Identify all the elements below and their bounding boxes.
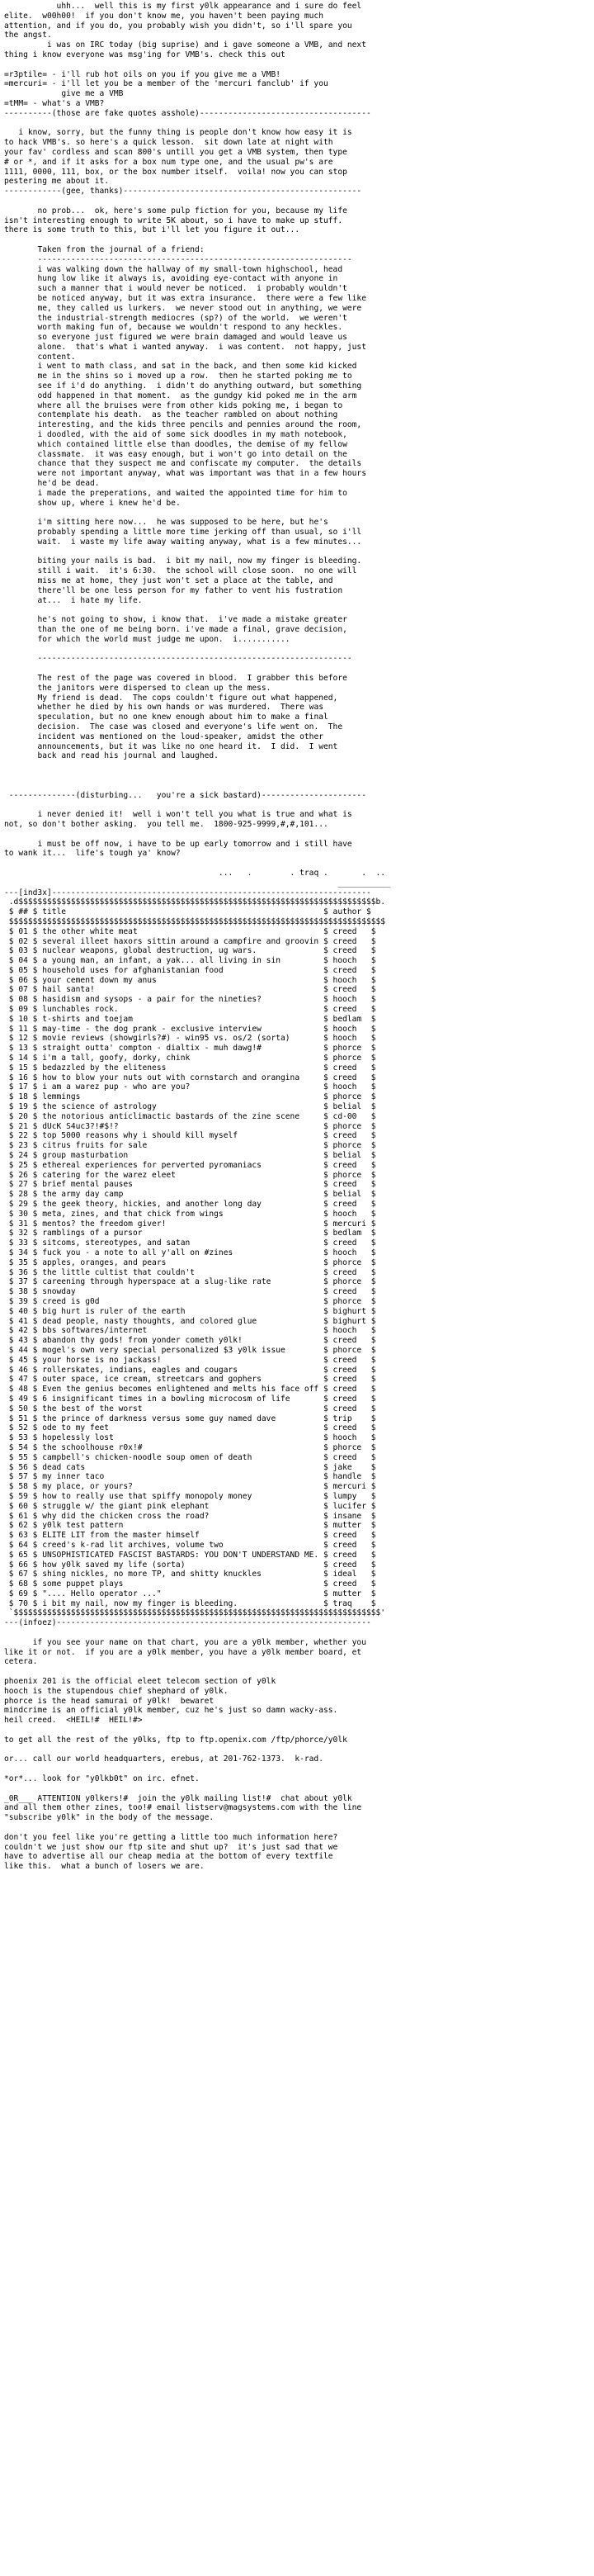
index-row: $ 10 $ t-shirts and toejam $ bedlam $ <box>4 1014 376 1024</box>
index-row: $ 51 $ the prince of darkness versus some guy named dave $ trip $ <box>4 1413 376 1423</box>
index-row: $ 01 $ the other white meat $ creed $ <box>4 926 376 936</box>
index-row: $ 57 $ my inner taco $ handle $ <box>4 1472 376 1482</box>
index-row: $ 25 $ ethereal experiences for perverted pyromaniacs $ creed $ <box>4 1160 376 1170</box>
index-row: $ 24 $ group masturbation $ belial $ <box>4 1151 376 1161</box>
index-row: $ 44 $ mogel's own very special personalized $3 y0lk issue $ phorce $ <box>4 1345 376 1355</box>
index-row: $ 41 $ dead people, nasty thoughts, and colored glue $ bighurt $ <box>4 1316 376 1326</box>
index-row: $ 56 $ dead cats $ jake $ <box>4 1462 376 1472</box>
index-row: $ 28 $ the army day camp $ belial $ <box>4 1190 376 1200</box>
index-row: $ 67 $ shing nickles, no more TP, and shitty knuckles $ ideal $ <box>4 1570 376 1579</box>
index-row: $ 19 $ the science of astrology $ belial $ <box>4 1102 376 1112</box>
index-row: $ 29 $ the geek theory, hickies, and another long day $ creed $ <box>4 1200 376 1210</box>
journal-epilogue: The rest of the page was covered in blood. I grabber this before the janitors were dispersed to clean up the mess. My friend is dead. The cops couldn't figure out what happened, whether he died by his own hands or was murdered. There was speculation, but no one knew enough about him to make a final decision. The case was closed and everyone's life went on. The incident was mentioned on the loud-speaker, amidst the other announcements, but it was like no one heard it. I did. I went back and read his journal and laughed. --------------(disturbing... you're a sick bastard)---------------------- <box>8 673 366 800</box>
index-row: $ 12 $ movie reviews (showgirls?#) - win95 vs. os/2 (sorta) $ hooch $ <box>4 1034 376 1044</box>
index-row: $ 52 $ ode to my feet $ creed $ <box>4 1423 376 1433</box>
index-row: $ 14 $ i'm a tall, goofy, dorky, chink $ phorce $ <box>4 1054 376 1063</box>
index-row: $ 45 $ your horse is no jackass! $ creed $ <box>4 1355 376 1365</box>
index-row: $ 31 $ mentos? the freedom giver! $ mercuri $ <box>4 1219 376 1229</box>
divider-gee-thanks: ------------(gee, thanks)-------------------------------------------------- <box>4 187 362 197</box>
index-row: $ 49 $ 6 insignificant times in a bowling microcosm of life $ creed $ <box>4 1394 376 1404</box>
index-row: $ 59 $ how to really use that spiffy monopoly money $ lumpy $ <box>4 1491 376 1501</box>
index-table <box>4 897 590 1618</box>
index-row: $ 18 $ lemmings $ phorce $ <box>4 1092 376 1102</box>
index-row: $ 38 $ snowday $ creed $ <box>4 1287 376 1297</box>
index-row: $ 17 $ i am a warez pup - who are you? $ hooch $ <box>4 1082 376 1092</box>
index-row: $ 61 $ why did the chicken cross the road? $ insane $ <box>4 1511 376 1521</box>
infoez-section-header: ---(infoez)------------------------------------------------------------------ <box>4 1618 371 1628</box>
index-row: $ 64 $ creed's k-rad lit archives, volume two $ creed $ <box>4 1540 376 1550</box>
index-row: $ 21 $ dUcK S4uc3?!#$!? $ phorce $ <box>4 1121 376 1131</box>
intro-section: uhh... well this is my first y0lk appearance and i sure do feel elite. w00h00! if you don't know me, you haven't been paying much attention, and if you do, you probably wish you didn't, so i'll spare you the angst. i was on IRC today (big suprise) and i gave someone a VMB, and next thing i know everyone was msg'ing for VMB's. check this out =r3ptile= - i'll rub hot oils on you if you give me a VMB! =mercuri= - i'll let you be a member of the 'mercuri fanclub' if you give me a VMB =tMM= - what's a VMB? ----------(those are fake quotes asshole)------------------------------------ <box>4 2 371 118</box>
index-row: $ 62 $ y0lk test pattern $ mutter $ <box>4 1521 376 1531</box>
index-row: $ 40 $ big hurt is ruler of the earth $ bighurt $ <box>4 1306 376 1316</box>
index-row: $ 50 $ the best of the worst $ creed $ <box>4 1404 376 1413</box>
index-row: $ 36 $ the little cultist that couldn't $ creed $ <box>4 1267 376 1277</box>
index-table-header: $ ## $ title $ author $ <box>4 907 371 917</box>
index-row: $ 37 $ careening through hyperspace at a slug-like rate $ phorce $ <box>4 1277 376 1287</box>
index-row: $ 47 $ outer space, ice cream, streetcars and gophers $ creed $ <box>4 1375 376 1385</box>
index-row: $ 43 $ abandon thy gods! from yonder cometh y0lk! $ creed $ <box>4 1336 376 1346</box>
index-row: $ 04 $ a young man, an infant, a yak... all living in sin $ hooch $ <box>4 956 376 966</box>
index-row: $ 20 $ the notorious anticlimactic bastards of the zine scene $ cd-00 $ <box>4 1111 376 1121</box>
index-table-top-border: .d$$$$$$$$$$$$$$$$$$$$$$$$$$$$$$$$$$$$$$$$$$$$$$$$$$$$$$$$$$$$$$$$$$$$$$$$$$$b. <box>4 897 386 907</box>
index-row: $ 42 $ bbs softwares/internet $ hooch $ <box>4 1326 376 1336</box>
index-row: $ 07 $ hail santa! $ creed $ <box>4 985 376 995</box>
index-row: $ 30 $ meta, zines, and that chick from wings $ hooch $ <box>4 1209 376 1219</box>
index-row: $ 32 $ ramblings of a pursor $ bedlam $ <box>4 1229 376 1238</box>
index-row: $ 15 $ bedazzled by the eliteness $ creed $ <box>4 1063 376 1073</box>
index-row: $ 16 $ how to blow your nuts out with cornstarch and orangina $ creed $ <box>4 1073 376 1082</box>
index-row: $ 05 $ household uses for afghanistanian food $ creed $ <box>4 965 376 975</box>
index-row: $ 39 $ creed is g0d $ phorce $ <box>4 1296 376 1306</box>
index-row: $ 63 $ ELITE LIT from the master himself $ creed $ <box>4 1531 376 1541</box>
index-row: $ 58 $ my place, or yours? $ mercuri $ <box>4 1482 376 1492</box>
index-row: $ 03 $ nuclear weapons, global destruction, ug wars. $ creed $ <box>4 946 376 956</box>
index-row: $ 34 $ fuck you - a note to all y'all on #zines $ hooch $ <box>4 1248 376 1257</box>
journal-excerpt: Taken from the journal of a friend: ------------------------------------------------------------------ i was walking down the hallway of my small-town highschool, head hung low like it always is, avoiding eye-contact with anyone in such a manner that i would never be noticed. i probably wouldn't be noticed anyway, but it was extra insurance. there were a few like me, they called us lurkers. we never stood out in anything, we were the industrial-strength mediocres (sp?) of the world. we weren't worth making fun of, because we wouldn't respond to any heckles. so everyone just figured we were brain damaged and would leave us alone. that's what i wanted anyway. i was content. not happy, just content. i went to math class, and sat in the back, and then some kid kicked me in the shins so i moved up a row. then he started poking me to see if i'd do anything. i didn't do anything outward, but something odd happened in that moment. as the gundgy kid poked me in the arm where all the bruises were from other kids poking me, i began to contemplate his death. as the teacher rambled on about nothing interesting, and the kids three pencils and pennies around the room, i doodled, with the aid of some sick doodles in my math notebook, which contained little else than doodles, the demise of my fellow classmate. it was easy enough, but i won't go into detail on the chance that they suspect me and confiscate my computer. the details were not important anyway, what was important was that in a few hours he'd be dead. i made the preperations, and waited the appointed time for him to show up, where i knew he'd be. i'm sitting here now... he was supposed to be here, but he's probably spending a little more time jerking off than usual, so i'll wait. i waste my life away waiting anyway, what is a few minutes... biting your nails is bad. i bit my nail, now my finger is bleeding. still i wait. it's 6:30. the school will close soon. no one will miss me at home, they just won't set a place at the table, and there'll be one less person for my father to vent his fustration at... i hate my life. he's not going to show, i know that. i've made a mistake greater than the one of me being born. i've made a final, grave decision, for which the world must judge me upon. i........... ------------------------------------------------------------------ <box>37 244 366 664</box>
index-row: $ 60 $ struggle w/ the giant pink elephant $ lucifer $ <box>4 1501 376 1511</box>
index-table-bottom-border: `$$$$$$$$$$$$$$$$$$$$$$$$$$$$$$$$$$$$$$$$$$$$$$$$$$$$$$$$$$$$$$$$$$$$$$$$$$$$$' <box>4 1608 386 1618</box>
index-table-separator: $$$$$$$$$$$$$$$$$$$$$$$$$$$$$$$$$$$$$$$$$$$$$$$$$$$$$$$$$$$$$$$$$$$$$$$$$$$$$$$ <box>4 916 386 926</box>
infoez-section: if you see your name on that chart, you are a y0lk member, whether you like it or not. if you are a y0lk member, you have a y0lk member board, et cetera. phoenix 201 is the official eleet telecom section of y0lk hooch is the stupendous chief shephard of y0lk. phorce is the head samurai of y0lk! bewaret mindcrime is an official y0lk member, cuz he's just so damn wacky-ass. heil creed. <HEIL!# HEIL!#> to get all the rest of the y0lks, ftp to ftp.openix.com /ftp/phorce/y0lk or... call our world headquarters, erebus, at 201-762-1373. k-rad. *or*... look for "y0lkb0t" on irc. efnet. _0R___ ATTENTION y0lkers!# join the y0lk mailing list!# chat about y0lk and all them other zines, too!# email listserv@magsystems.com with the line "subscribe y0lk" in the body of the message. don't you feel like you're getting a little too much information here? couldn't we just show our ftp site and shut up? it's just sad that we have to advertise all our cheap media at the bottom of every textfile like this. what a bunch of losers we are. <box>4 1637 366 1872</box>
index-row: $ 66 $ how y0lk saved my life (sorta) $ creed $ <box>4 1560 376 1570</box>
index-row: $ 09 $ lunchables rock. $ creed $ <box>4 1005 376 1015</box>
index-row: $ 70 $ i bit my nail, now my finger is bleeding. $ traq $ <box>4 1598 376 1608</box>
index-row: $ 26 $ catering for the warez eleet $ phorce $ <box>4 1170 376 1180</box>
vmb-lesson-section: i know, sorry, but the funny thing is people don't know how easy it is to hack VMB's. so here's a quick lesson. sit down late at night with your fav' cordless and scan 800's untill you get a VMB system, then type # or *, and if it asks for a box num type one, and the usual pw's are 1111, 0000, 111, box, or the box number itself. voila! now you can stop pestering me about it. <box>4 128 352 187</box>
index-row: $ 35 $ apples, oranges, and pears $ phorce $ <box>4 1257 376 1267</box>
index-row: $ 46 $ rollerskates, indians, eagles and cougars $ creed $ <box>4 1365 376 1375</box>
index-row: $ 69 $ ".... Hello operator ..." $ mutter $ <box>4 1589 376 1598</box>
index-row: $ 53 $ hopelessly lost $ hooch $ <box>4 1433 376 1443</box>
index-row: $ 55 $ campbell's chicken-noodle soup omen of death $ creed $ <box>4 1452 376 1462</box>
index-row: $ 54 $ the schoolhouse r0x!# $ phorce $ <box>4 1442 376 1452</box>
index-table-rows <box>4 927 590 1609</box>
index-row: $ 33 $ sitcoms, stereotypes, and satan $ creed $ <box>4 1238 376 1248</box>
index-row: $ 02 $ several illeet haxors sittin around a campfire and groovin $ creed $ <box>4 936 376 946</box>
index-row: $ 22 $ top 5000 reasons why i should kill myself $ creed $ <box>4 1131 376 1141</box>
index-row: $ 06 $ your cement down my anus $ hooch $ <box>4 975 376 985</box>
index-row: $ 68 $ some puppet plays $ creed $ <box>4 1579 376 1589</box>
index-row: $ 13 $ straight outta' compton - dialtix - muh dawg!# $ phorce $ <box>4 1044 376 1054</box>
index-row: $ 65 $ UNSOPHISTICATED FASCIST BASTARDS: YOU DON'T UNDERSTAND ME. $ creed $ <box>4 1550 376 1560</box>
index-row: $ 27 $ brief mental pauses $ creed $ <box>4 1180 376 1190</box>
index-row: $ 23 $ citrus fruits for sale $ phorce $ <box>4 1141 376 1151</box>
pulp-fiction-intro: no prob... ok, here's some pulp fiction for you, because my life isn't interesting enough to write 5K about, so i have to make up stuff. there is some truth to this, but i'll let you figure it out... <box>4 206 347 235</box>
index-row: $ 48 $ Even the genius becomes enlightened and melts his face off $ creed $ <box>4 1385 376 1395</box>
index-row: $ 08 $ hasidism and sysops - a pair for the nineties? $ hooch $ <box>4 995 376 1005</box>
index-row: $ 11 $ may-time - the dog prank - exclusive interview $ hooch $ <box>4 1024 376 1034</box>
index-section-header: ---[ind3x]------------------------------------------------------------------- <box>4 888 371 897</box>
closing-remarks: i never denied it! well i won't tell you what is true and what is not, so don't bother asking. you tell me. 1800-925-9999,#,#,101... i must be off now, i have to be up early tomorrow and i still have to wank it... life's tough ya' know? ... . . traq . . .. ___________ <box>4 810 390 888</box>
